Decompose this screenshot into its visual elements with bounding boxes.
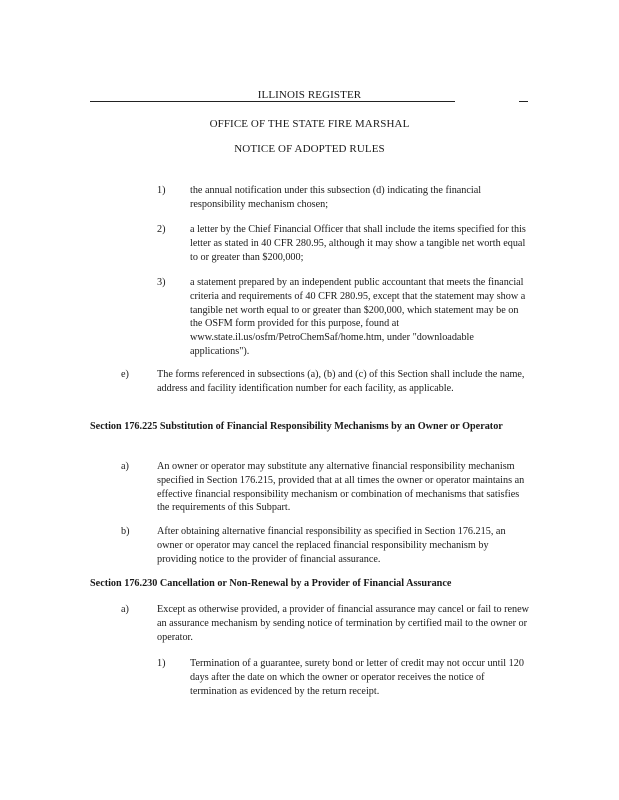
list-item-text: the annual notification under this subsection (d) indicating the financial responsibility mechanism chosen; xyxy=(190,185,482,210)
list-item-text: An owner or operator may substitute any alternative financial responsibility mechanism specified in Section 176.215, provided that at all times the owner or operator maintains an effective financial responsibility mechanism or combination of mechanisms that satisfies the requirements of this Subpart. xyxy=(157,461,525,514)
office-title: OFFICE OF THE STATE FIRE MARSHAL xyxy=(209,118,410,130)
list-item-label: 1) xyxy=(157,185,166,196)
section-heading: Section 176.230 Cancellation or Non-Renewal by a Provider of Financial Assurance xyxy=(90,578,452,589)
list-item-label: 1) xyxy=(157,658,166,669)
list-item-text: Except as otherwise provided, a provider of financial assurance may cancel or fail to renew an assurance mechanism by sending notice of termination by certified mail to the owner or operator. xyxy=(157,604,529,643)
register-header: ILLINOIS REGISTER xyxy=(257,89,362,101)
list-item-label: a) xyxy=(121,604,129,615)
header-rule xyxy=(90,101,455,102)
header-page-mark xyxy=(519,101,528,102)
list-item-label: 2) xyxy=(157,224,166,235)
list-item-label: a) xyxy=(121,461,129,472)
list-item-label: 3) xyxy=(157,277,166,288)
list-item-label: e) xyxy=(121,369,129,380)
list-item-text: a statement prepared by an independent public accountant that meets the financial criteria and requirements of 40 CFR 280.95, except that the statement may show a tangible net worth equal to or greater than $200,000, which statement may be on the OSFM form provided for this purpose, found at www.state.il.us/osfm/PetroChemSaf/home.htm, under "downloadable applications"). xyxy=(190,277,526,357)
list-item-text: a letter by the Chief Financial Officer that shall include the items specified for this letter as stated in 40 CFR 280.95, although it may show a tangible net worth equal to or greater than $200,000; xyxy=(190,224,526,263)
list-item-label: b) xyxy=(121,526,130,537)
list-item-text: After obtaining alternative financial responsibility as specified in Section 176.215, an owner or operator may cancel the replaced financial responsibility mechanism by providing notice to the provider of financial assurance. xyxy=(157,526,506,565)
list-item-text: The forms referenced in subsections (a), (b) and (c) of this Section shall include the name, address and facility identification number for each facility, as applicable. xyxy=(157,369,525,394)
notice-title: NOTICE OF ADOPTED RULES xyxy=(234,143,385,155)
section-heading: Section 176.225 Substitution of Financial Responsibility Mechanisms by an Owner or Operator xyxy=(90,421,503,432)
list-item-text: Termination of a guarantee, surety bond or letter of credit may not occur until 120 days after the date on which the owner or operator receives the notice of termination as evidenced by the return receipt. xyxy=(190,658,524,697)
